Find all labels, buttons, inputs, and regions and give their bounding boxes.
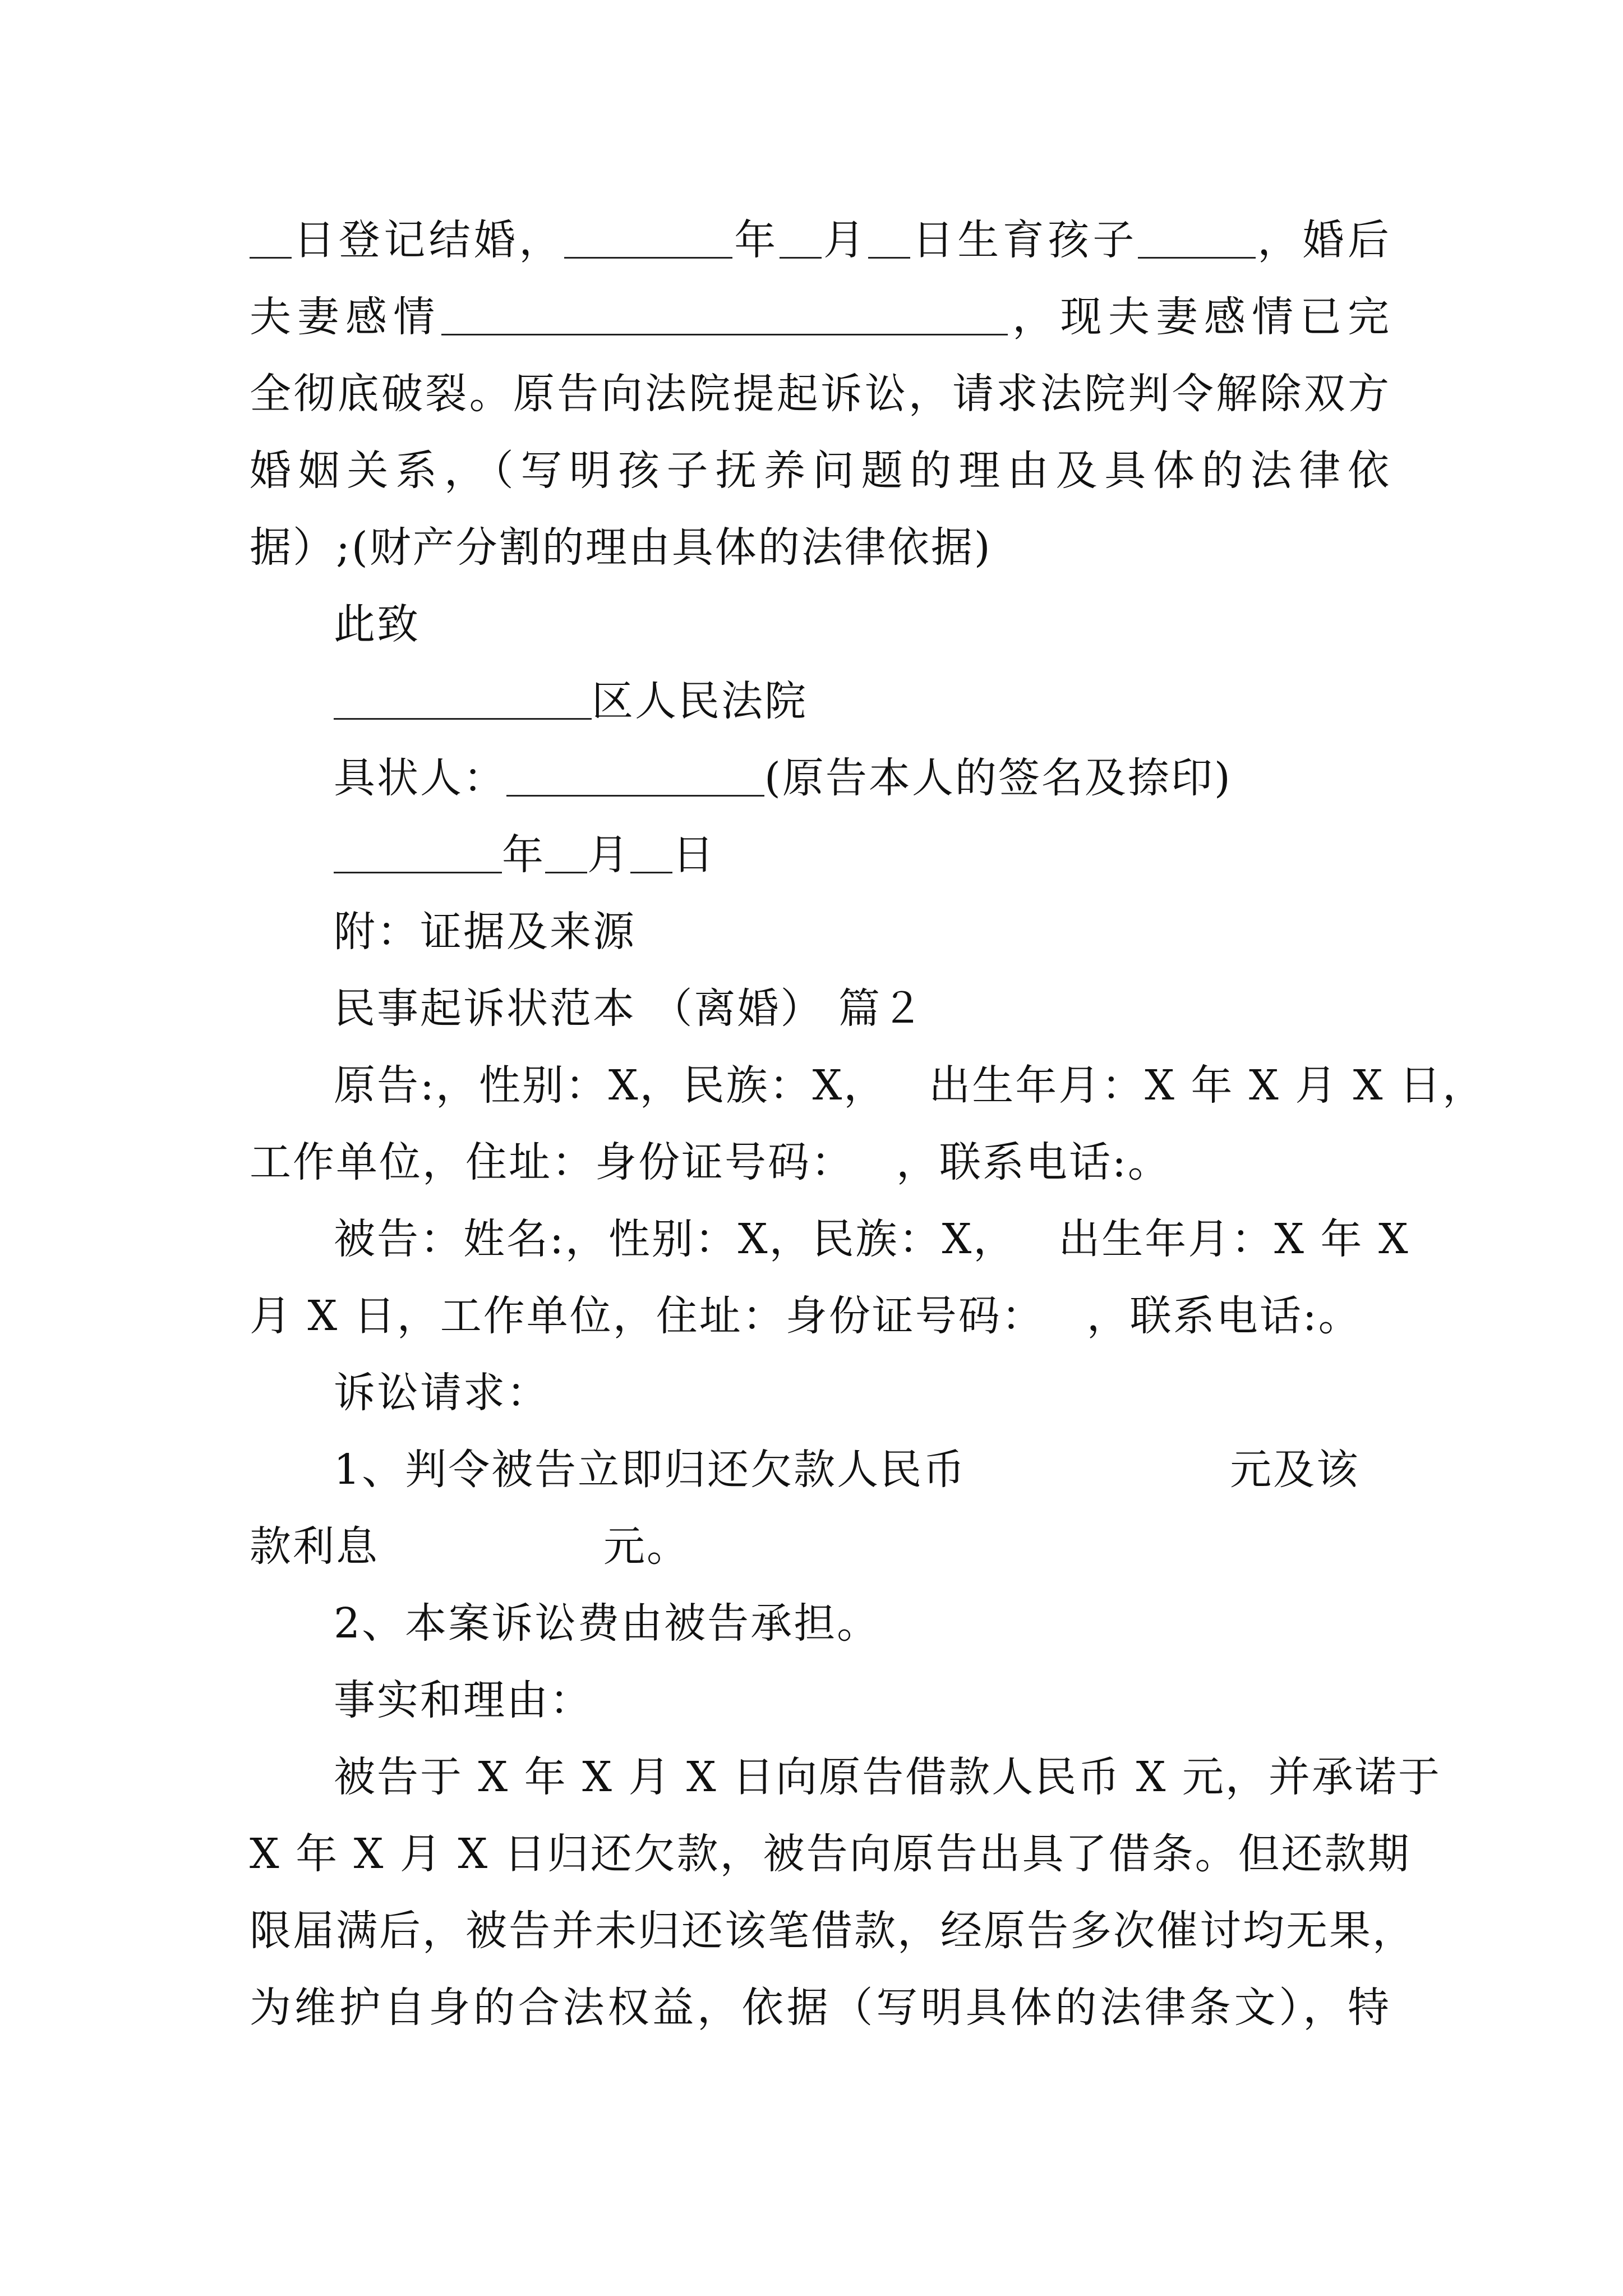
facts-label: 事实和理由： [334,1676,593,1724]
plaintiff-line [250,1124,1391,1201]
text: 日生育孩子 [910,216,1138,264]
text: 款利息 [250,1522,379,1571]
text: 元及该 [1230,1446,1360,1494]
paragraph-line: 婚姻关系，（写明孩子抚养问题的理由及具体的法律依 [250,447,1391,495]
text: 出生年月：X 年 X 月 X 日， [929,1061,1486,1110]
text: 1、判令被告立即归还欠款人民币 [334,1446,967,1494]
blank-field [545,830,587,873]
section-heading: 民事起诉状范本 （离婚） 篇２ [334,984,925,1033]
text: 年 [502,831,545,879]
text: 具状人： [334,754,506,802]
date-line [250,817,1391,894]
paragraph-line [250,279,1391,356]
text: 日登记结婚， [292,216,564,264]
blank-field [1138,215,1256,259]
blank-field [441,292,1008,335]
blank-field [334,830,502,873]
paragraph-line: 全彻底破裂。原告向法院提起诉讼，请求法院判令解除双方 [250,370,1391,418]
claim-line: 2、本案诉讼费由被告承担。 [334,1599,880,1648]
defendant-line [250,1278,1391,1355]
text: 年 [732,216,780,264]
text: 日 [672,831,716,879]
text: ，婚后 [1255,216,1391,264]
paragraph-line [250,202,1391,279]
blank-field [780,215,822,259]
blank-field [334,677,592,720]
attachment-line: 附：证据及来源 [334,908,636,956]
plaintiff-line [250,1047,1486,1124]
blank-field [250,215,292,259]
text: 月 X 日，工作单位，住址：身份证号码： [250,1292,1045,1340]
facts-line: 被告于 X 年 X 月 X 日向原告借款人民币 X 元，并承诺于 [334,1753,1441,1801]
court-line [250,663,1391,740]
text: 工作单位，住址：身份证号码： [250,1138,854,1186]
facts-line: 为维护自身的合法权益，依据（写明具体的法律条文），特 [250,1984,1391,2032]
blank-field [630,830,672,873]
text: 出生年月：X 年 X [1058,1215,1410,1263]
defendant-line [250,1201,1410,1278]
text: 月 [821,216,869,264]
text: 区人民法院 [592,677,808,725]
claims-label: 诉讼请求： [334,1369,550,1417]
facts-line: X 年 X 月 X 日归还欠款，被告向原告出具了借条。但还款期 [250,1830,1411,1878]
facts-line: 限届满后，被告并未归还该笔借款，经原告多次催讨均无果， [250,1907,1415,1955]
blank-field [868,215,910,259]
text: (原告本人的签名及捺印) [764,754,1232,802]
document-page [250,202,1486,2046]
text: 月 [587,831,630,879]
paragraph-line: 据）;(财产分割的理由具体的法律依据) [250,523,992,572]
text: ，联系电话:。 [1086,1292,1362,1340]
text: ，联系电话:。 [896,1138,1171,1186]
text: 夫妻感情 [250,293,441,341]
text: 元。 [603,1522,690,1571]
text: 原告:，性别：X，民族：X， [334,1061,887,1110]
salutation: 此致 [334,600,420,648]
text: 被告：姓名:，性别：X，民族：X， [334,1215,1017,1263]
blank-field [564,215,732,259]
text: ，现夫妻感情已完 [1007,293,1391,341]
claim-line [250,1508,1391,1585]
claim-line [250,1432,1391,1508]
signer-line [250,740,1391,817]
blank-field [506,753,764,797]
